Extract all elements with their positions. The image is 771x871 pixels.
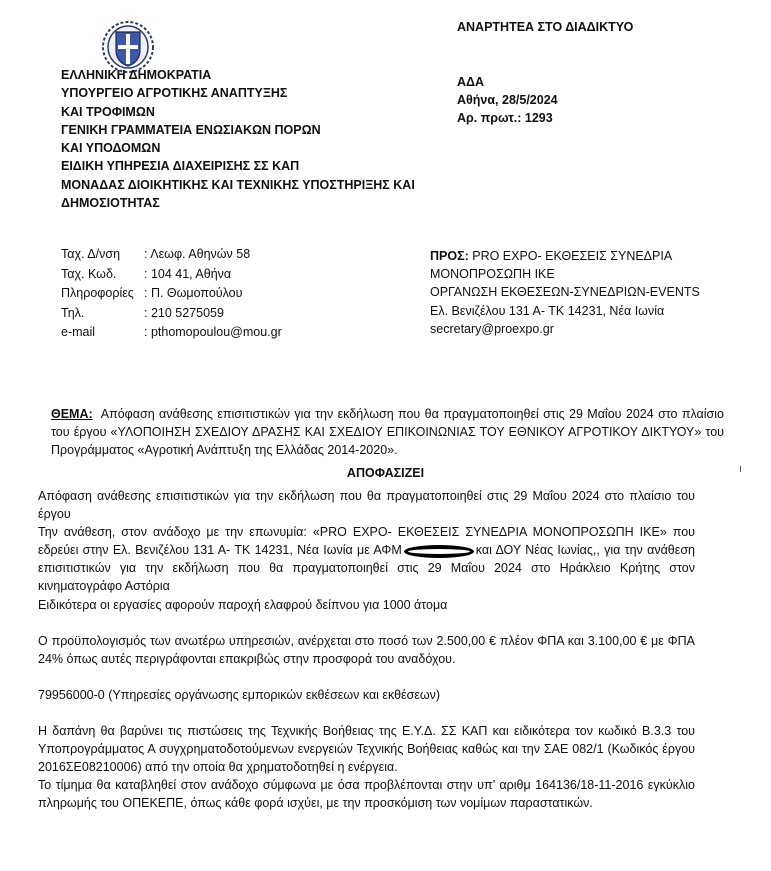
ministry-line: ΔΗΜΟΣΙΟΤΗΤΑΣ (61, 196, 160, 211)
payment-paragraph: Το τίμημα θα καταβληθεί στον ανάδοχο σύμφωνα με όσα προβλέπονται στην υπ’ αριθμ 164136/18-11-2016 εγκύκλιο πληρωμής του ΟΠΕΚΕΠΕ, όπως κάθε φορά ισχύει, με την προσκόμιση των νομίμων παραστατικών. (38, 778, 695, 811)
sender-key: Ταχ. Κωδ. (61, 266, 117, 281)
subject-label: ΘΕΜΑ: (51, 407, 93, 421)
ada-label: ΑΔΑ (457, 75, 485, 89)
sender-row-postcode (61, 265, 282, 285)
recipient-email: secretary@proexpo.gr (430, 321, 554, 336)
sender-value: : Λεωφ. Αθηνών 58 (144, 247, 251, 261)
ministry-line: ΕΛΛΗΝΙΚΗ ΔΗΜΟΚΡΑΤΙΑ (61, 68, 212, 82)
recipient-address: Ελ. Βενιζέλου 131 Α- ΤΚ 14231, Νέα Ιωνία (430, 303, 665, 318)
sender-row-address (61, 245, 282, 265)
sender-info (61, 245, 282, 343)
sender-key: Πληροφορίες (61, 286, 134, 300)
decision-body (38, 487, 695, 812)
decision-paragraph: Απόφαση ανάθεσης επισιτιστικών για την εκδήλωση που θα πραγματοποιηθεί στις 29 Μαΐου 2024 στο πλαίσιο του έργου (38, 489, 695, 522)
budget-paragraph: Ο προϋπολογισμός των ανωτέρω υπηρεσιών, ανέρχεται στο ποσό των 2.500,00 € πλέον ΦΠΑ και 3.100,00 € με ΦΠΑ 24% όπως αυτές περιγράφονται επακριβώς στην προσφορά του αναδόχου. (38, 633, 695, 666)
recipient-info (430, 247, 700, 338)
recipient-line-2: ΜΟΝΟΠΡΟΣΩΠΗ ΙΚΕ (430, 267, 555, 282)
award-text-after: και ΔΟΥ Νέας Ιωνίας,, για την ανάθεση επισιτιστικών για την εκδήλωση που θα πραγματοποιηθεί στις 29 Μαΐου 2024 στο Ηράκλειο Κρήτης στον κινηματογράφο Αστόρια (38, 543, 695, 594)
award-text-before: Την ανάθεση, στον ανάδοχο με την επωνυμία: «PRO EXPO- ΕΚΘΕΣΕΙΣ ΣΥΝΕΔΡΙΑ ΜΟΝΟΠΡΟΣΩΠΗ ΙΚΕ» που εδρεύει στην Ελ. Βενιζέλου 131 Α- ΤΚ 14231, Νέα Ιωνία με ΑΦΜ (38, 525, 695, 558)
ministry-line: ΚΑΙ ΥΠΟΔΟΜΩΝ (61, 141, 161, 156)
ministry-line: ΥΠΟΥΡΓΕΙΟ ΑΓΡΟΤΙΚΗΣ ΑΝΑΠΤΥΞΗΣ (61, 86, 288, 101)
sender-value: : pthomopoulou@mou.gr (144, 325, 282, 339)
sender-key: e-mail (61, 325, 96, 339)
decision-paragraph-award (38, 523, 695, 595)
recipient-line-3: ΟΡΓΑΝΩΣΗ ΕΚΘΕΣΕΩΝ-ΣΥΝΕΔΡΙΩΝ-EVENTS (430, 285, 700, 300)
sender-row-contact (61, 284, 282, 304)
sender-key: Ταχ. Δ/νση (61, 247, 121, 261)
decision-paragraph: Ειδικότερα οι εργασίες αφορούν παροχή ελαφρού δείπνου για 1000 άτομα (38, 597, 448, 612)
ministry-line: ΜΟΝΑΔΑΣ ΔΙΟΙΚΗΤΙΚΗΣ ΚΑΙ ΤΕΧΝΙΚΗΣ ΥΠΟΣΤΗΡΙΞΗΣ ΚΑΙ (61, 177, 415, 192)
sender-value: : Π. Θωμοπούλου (144, 286, 243, 300)
sender-row-phone (61, 304, 282, 324)
recipient-company: PRO EXPO- ΕΚΘΕΣΕΙΣ ΣΥΝΕΔΡΙΑ (468, 249, 673, 263)
ministry-header (61, 66, 441, 212)
sender-value: : 210 5275059 (144, 305, 224, 320)
sender-value: : 104 41, Αθήνα (144, 266, 232, 281)
recipient-label: ΠΡΟΣ: (430, 249, 469, 263)
publish-notice: ΑΝΑΡΤΗΤΕΑ ΣΤΟ ΔΙΑΔΙΚΤΥΟ (457, 20, 634, 34)
ministry-line: ΓΕΝΙΚΗ ΓΡΑΜΜΑΤΕΙΑ ΕΝΩΣΙΑΚΩΝ ΠΟΡΩΝ (61, 122, 321, 137)
decision-heading: ΑΠΟΦΑΣΙΖΕΙ (346, 466, 425, 480)
sender-key: Τηλ. (61, 305, 85, 320)
sender-row-email (61, 323, 282, 343)
subject-text: Απόφαση ανάθεσης επισιτιστικών για την εκδήλωση που θα πραγματοποιηθεί στις 29 Μαΐου 2024 στο πλαίσιο του έργου «ΥΛΟΠΟΙΗΣΗ ΣΧΕΔΙΟΥ ΔΡΑΣΗΣ ΚΑΙ ΣΧΕΔΙΟΥ ΕΠΙΚΟΙΝΩΝΙΑΣ ΤΟΥ ΕΘΝΙΚΟΥ ΑΓΡΟΤΙΚΟΥ ΔΙΚΤΥΟΥ» του Προγράμματος «Αγροτική Ανάπτυξη της Ελλάδας 2014-2020». (51, 407, 725, 457)
ministry-line: ΕΙΔΙΚΗ ΥΠΗΡΕΣΙΑ ΔΙΑΧΕΙΡΙΣΗΣ ΣΣ ΚΑΠ (61, 159, 300, 174)
recipient-line-1 (430, 247, 700, 265)
document-references (457, 73, 558, 127)
ministry-line: ΚΑΙ ΤΡΟΦΙΜΩΝ (61, 104, 155, 119)
subject-paragraph (51, 405, 724, 459)
redacted-vat-number (404, 545, 474, 558)
cpv-code: 79956000-0 (Υπηρεσίες οργάνωσης εμπορικών εκθέσεων και εκθέσεων) (38, 687, 441, 702)
protocol-number: Αρ. πρωτ.: 1293 (457, 111, 553, 125)
funding-paragraph: Η δαπάνη θα βαρύνει τις πιστώσεις της Τεχνικής Βοήθειας της Ε.Υ.Δ. ΣΣ ΚΑΠ και ειδικότερα τον κωδικό Β.3.3 του Υποπρογράμματος Α συγχρηματοδοτούμενων ενεργειών Τεχνικής Βοήθειας καθώς και την ΣΑΕ 082/1 (Κωδικός έργου 2016ΣΕ08210006) από την οποία θα χρηματοδοτηθεί η ενέργεια. (38, 723, 695, 775)
document-date: Αθήνα, 28/5/2024 (457, 93, 558, 107)
